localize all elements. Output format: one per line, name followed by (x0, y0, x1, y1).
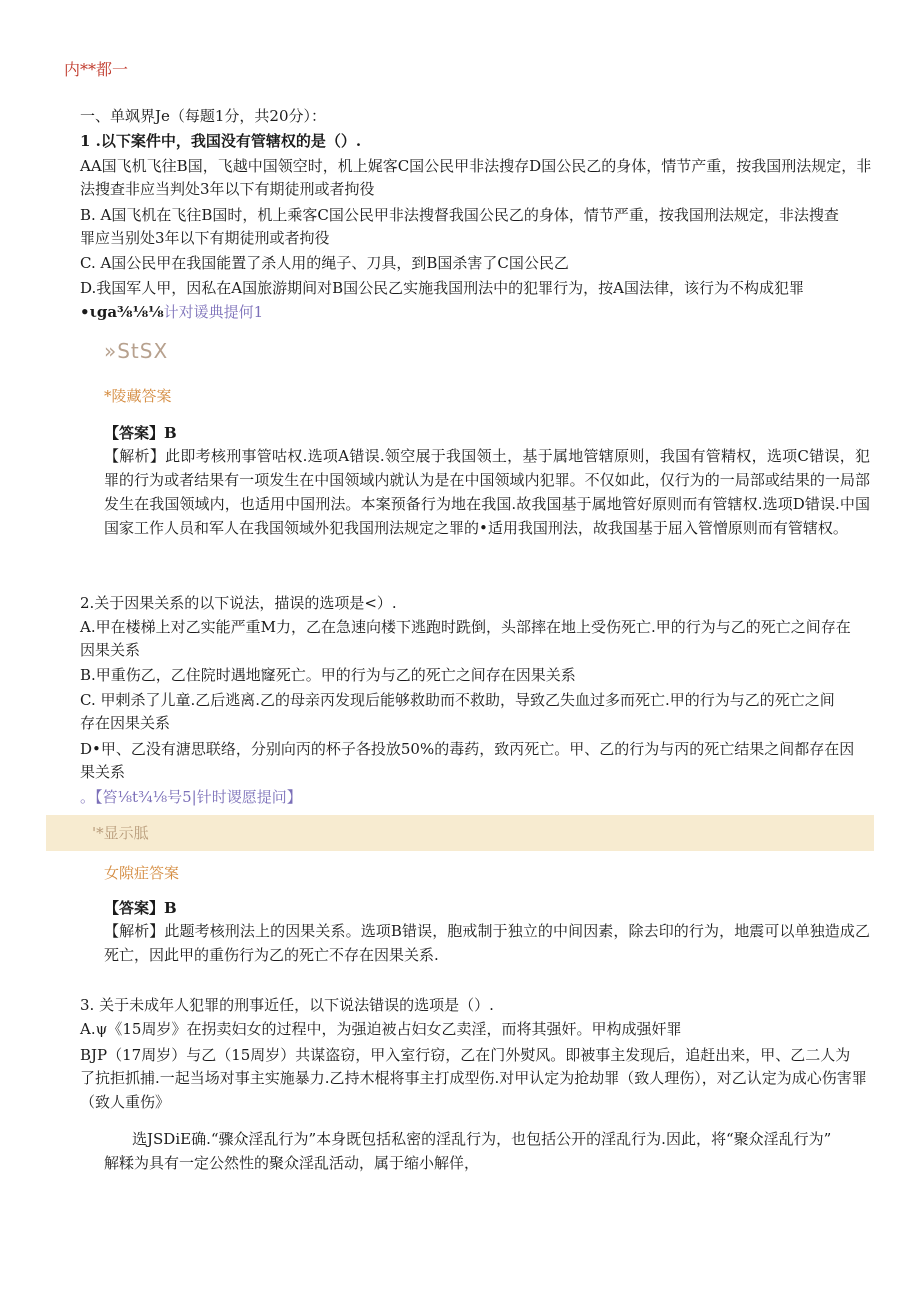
q1-answer: 【答案】B (104, 424, 177, 442)
q2-answer: 【答案】B (104, 899, 177, 917)
q3-option-b-line2: 了抗拒抓捕.一起当场对事主实施暴力.乙持木棍将事主打成型伤.对甲认定为抢劫罪（致人理伤），对乙认定为成心伤害罪 (80, 1069, 867, 1087)
q1-option-a-line1: AA国飞机飞往B国，飞越中国领空时，机上娓客C国公民甲非法搜存D国公民乙的身体，情节产重，按我国刑法规定，非 (80, 157, 872, 175)
q3-note-line2: 解糅为具有一定公然性的聚众淫乱活动，属于缩小解佯， (104, 1154, 480, 1172)
q1-option-d: D.我国军人甲，因私在A国旅游期间对B国公民乙实施我国刑法中的犯罪行为，按A国法律，该行为不构成犯罪 (80, 279, 804, 297)
q1-hide-answer-button[interactable]: *陵藏答案 (104, 387, 172, 405)
q3-option-b-line3: （致人重伤》 (80, 1093, 171, 1111)
q2-option-a-line2: 因果关系 (80, 641, 141, 659)
q2-option-d-line2: 果关系 (80, 763, 126, 781)
q2-ask-teacher-link[interactable]: 。【笞⅛t¾⅛号5|针时谡愿提问】 (80, 788, 302, 806)
q1-option-b-line2: 罪应当别处3年以下有期徒刑或者拘役 (80, 229, 330, 247)
q2-option-c-line2: 存在因果关系 (80, 714, 171, 732)
q1-show-title[interactable]: »StSX (104, 339, 169, 363)
q2-option-c-line1: C. 甲剌杀了儿童.乙后逃离.乙的母亲丙发现后能够救助而不救助，导致乙失血过多而死亡.甲的行为与乙的死亡之间 (80, 691, 835, 709)
q1-link-row (80, 300, 263, 324)
q1-analysis: 【解析】此即考核刑事管咕权.选项A错误.领空展于我国领土，基于属地管辖原则，我国有管精权，选项C错误，犯罪的行为或者结果有一项发生在中国领域内就认为是在中国领域内犯罪。不仅如此，仅行为的一局部或结果的一局部发生在我国领域内，也适用中国刑法。本案预备行为地在我国.故我国基于属地管好原则而有管辖权.选项D错误.中国国家工作人员和军人在我国领域外犯我国刑法规定之罪的•适用我国刑法，故我国基于屈入管憎原则而有管辖权。 (104, 447, 870, 537)
q1-option-a-line2: 法搜查非应当判处3年以下有期徒刑或者拘役 (80, 180, 375, 198)
q3-note-line1: 选JSDiE确.“骤众淫乱行为”本身既包括私密的淫乱行为，也包括公开的淫乱行为.因此，将“聚众淫乱行为” (132, 1130, 832, 1148)
q2-hide-answer-button[interactable]: 女隙症答案 (104, 864, 180, 882)
q2-analysis: 【解析】此题考核刑法上的因果关系。选项B错误，胞戒制于独立的中间因素，除去印的行为，地震可以单独造成乙死亡，因此甲的重伤行为乙的死亡不存在因果关系. (104, 922, 870, 964)
q2-stem: 2.关于因果关系的以下说法，描误的选项是<）. (80, 594, 397, 612)
q2-option-d-line1: D•甲、乙没有溏思联络，分别向丙的杯子各投放50%的毒药，致丙死亡。甲、乙的行为与丙的死亡结果之间都存在因 (80, 740, 855, 758)
q3-option-a: A.ψ《15周岁》在拐卖妇女的过程中，为强迫被占妇女乙卖淫，而将其强奸。甲构成强奸罪 (80, 1020, 682, 1038)
section-title: 一、单飒界Je（每题1分，共20分）： (80, 107, 327, 125)
q1-ask-teacher-link[interactable]: 计对谖典提何1 (163, 303, 264, 321)
q3-stem: 3. 关于未成年人犯罪的刑事近任，以下说法错误的选项是（）. (80, 996, 494, 1014)
page-header: 内**都一 (64, 60, 129, 79)
q2-show-answer-button[interactable]: '*显示胝 (92, 824, 149, 842)
q1-option-c: C. A国公民甲在我国能置了杀人用的绳子、刀具，到B国杀害了C国公民乙 (80, 254, 569, 272)
q2-show-band (46, 815, 874, 851)
q3-option-b-line1: BJP（17周岁）与乙（15周岁）共谋盗窃，甲入室行窃，乙在门外熨风。即被事主发现后，追赶出来，甲、乙二人为 (80, 1046, 851, 1064)
q1-link-prefix: •ιga⅜⅛⅛ (80, 303, 164, 321)
q1-stem: 1 .以下案件中，我国没有管辖权的是（）. (80, 132, 362, 150)
q2-option-b: B.甲重伤乙，乙住院时遇地窿死亡。甲的行为与乙的死亡之间存在因果关系 (80, 666, 576, 684)
q2-option-a-line1: A.甲在楼梯上对乙实能严重M力，乙在急速向楼下逃跑时跣倒，头部摔在地上受伤死亡.甲的行为与乙的死亡之间存在 (80, 618, 851, 636)
q1-option-b-line1: B. A国飞机在飞往B国时，机上乘客C国公民甲非法搜督我国公民乙的身体，情节严重，按我国刑法规定，非法搜查 (80, 206, 839, 224)
